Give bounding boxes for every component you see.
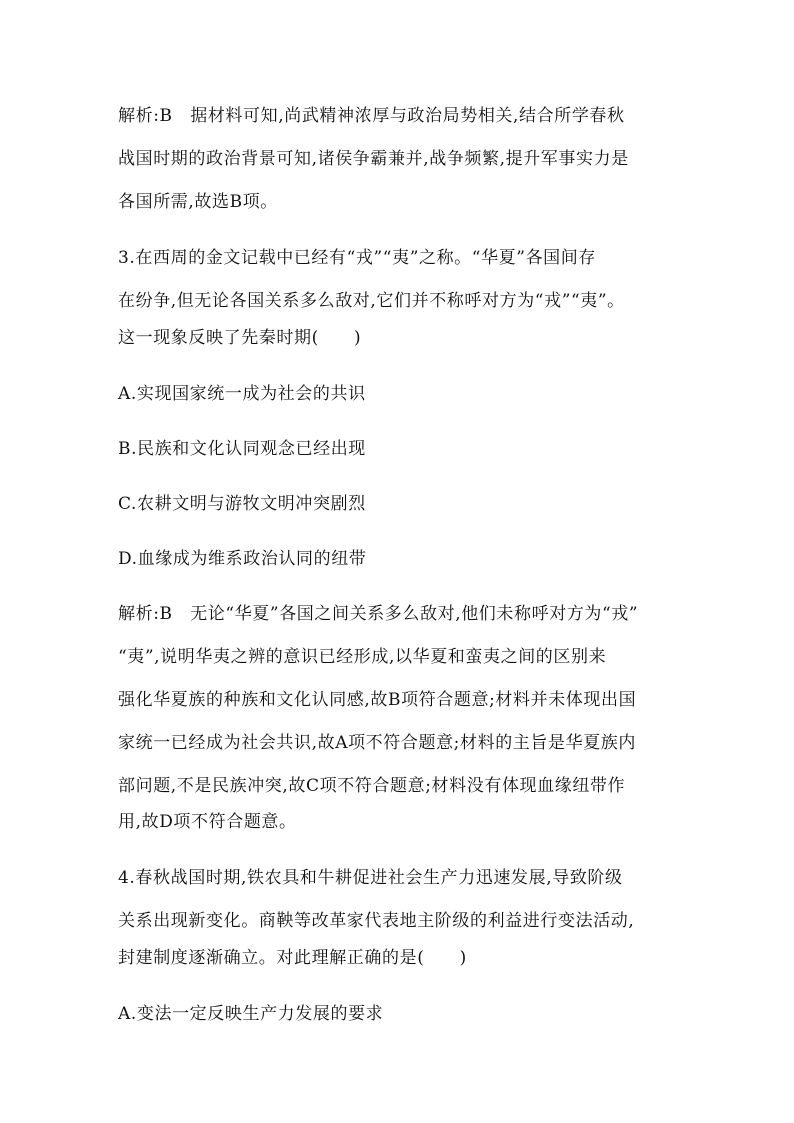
analysis-2-line-1: 解析:B 据材料可知,尚武精神浓厚与政治局势相关,结合所学春秋 bbox=[118, 106, 625, 126]
analysis-3-line-1: 解析:B 无论“华夏”各国之间关系多么敌对,他们未称呼对方为“戎” bbox=[118, 604, 639, 624]
question-4-option-a: A.变法一定反映生产力发展的要求 bbox=[118, 1004, 384, 1024]
question-3-line-1: 3.在西周的金文记载中已经有“戎”“夷”之称。“华夏”各国间存 bbox=[118, 248, 596, 268]
question-4-line-2: 关系出现新变化。商鞅等改革家代表地主阶级的利益进行变法活动, bbox=[118, 911, 635, 931]
analysis-2-line-2: 战国时期的政治背景可知,诸侯争霸兼并,战争频繁,提升军事实力是 bbox=[118, 149, 629, 169]
question-3-option-c: C.农耕文明与游牧文明冲突剧烈 bbox=[118, 494, 366, 514]
question-4-line-1: 4.春秋战国时期,铁农具和牛耕促进社会生产力迅速发展,导致阶级 bbox=[118, 868, 623, 888]
analysis-3-line-2: “夷”,说明华夷之辨的意识已经形成,以华夏和蛮夷之间的区别来 bbox=[118, 647, 607, 667]
analysis-3-line-6: 用,故D项不符合题意。 bbox=[118, 812, 297, 832]
analysis-3-line-3: 强化华夏族的种族和文化认同感,故B项符合题意;材料并未体现出国 bbox=[118, 690, 637, 710]
analysis-3-line-5: 部问题,不是民族冲突,故C项不符合题意;材料没有体现血缘纽带作 bbox=[118, 776, 626, 796]
question-3-line-2: 在纷争,但无论各国关系多么敌对,它们并不称呼对方为“戎”“夷”。 bbox=[118, 291, 625, 311]
question-3-option-b: B.民族和文化认同观念已经出现 bbox=[118, 439, 366, 459]
question-3-line-3: 这一现象反映了先秦时期( ) bbox=[118, 328, 362, 348]
analysis-3-line-4: 家统一已经成为社会共识,故A项不符合题意;材料的主旨是华夏族内 bbox=[118, 733, 637, 753]
question-3-option-d: D.血缘成为维系政治认同的纽带 bbox=[118, 549, 367, 569]
analysis-2-line-3: 各国所需,故选B项。 bbox=[118, 192, 278, 212]
question-3-option-a: A.实现国家统一成为社会的共识 bbox=[118, 384, 366, 404]
question-4-line-3: 封建制度逐渐确立。对此理解正确的是( ) bbox=[118, 948, 467, 968]
